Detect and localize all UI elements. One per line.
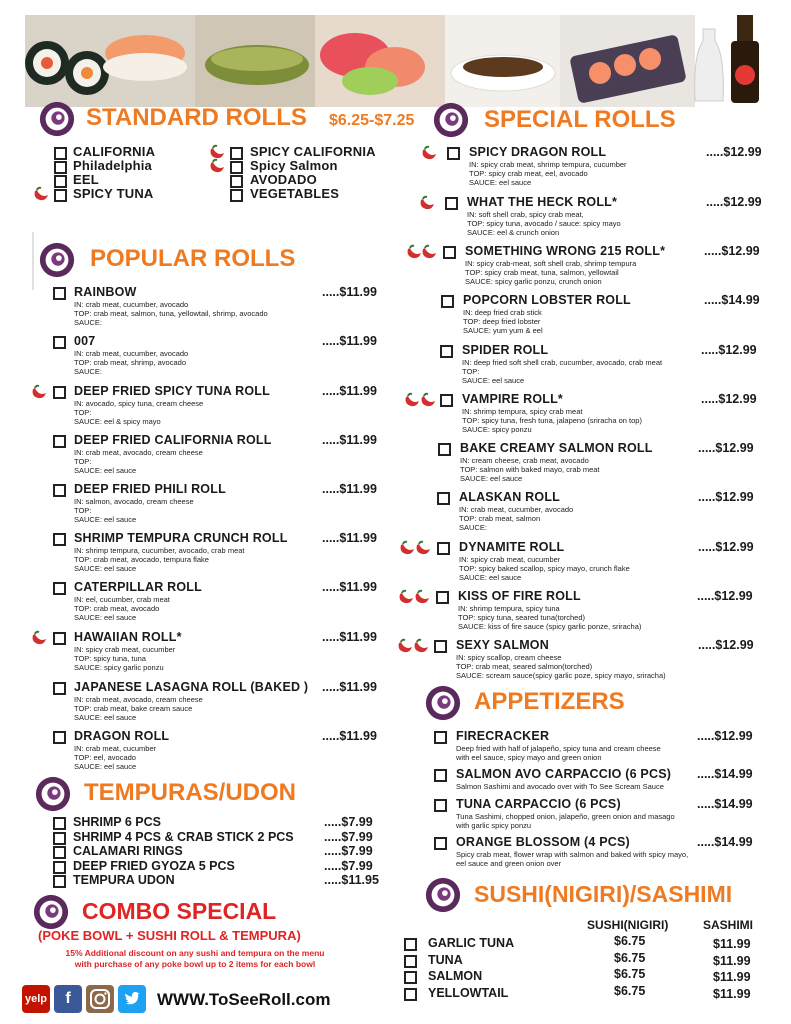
sushi-nigiri-price: $6.75: [614, 967, 646, 981]
item-price: .....$12.99: [706, 145, 762, 159]
checkbox[interactable]: [53, 682, 66, 695]
item-description: Spicy crab meat, flower wrap with salmon and baked with spicy mayo, eel sauce and green onion over: [456, 850, 689, 868]
item-name: WHAT THE HECK ROLL*: [467, 195, 618, 209]
checkbox[interactable]: [53, 861, 66, 874]
sushi-nigiri-price: $6.75: [614, 934, 646, 948]
sushi-nigiri-price: $6.75: [614, 983, 646, 998]
item-description: Salmon Sashimi and avocado over with To See Scream Sauce: [456, 782, 664, 791]
item-name: 007: [74, 334, 96, 348]
checkbox[interactable]: [53, 875, 66, 888]
item-price: .....$11.99: [322, 285, 377, 299]
checkbox[interactable]: [437, 492, 450, 505]
checkbox[interactable]: [445, 197, 458, 210]
tempura-item-name: DEEP FRIED GYOZA 5 PCS: [73, 858, 235, 873]
standard-roll-item: SPICY CALIFORNIA: [250, 144, 376, 159]
appetizers-title: APPETIZERS: [474, 688, 625, 715]
item-description: IN: salmon, avocado, cream cheese TOP: SAUCE: eel sauce: [74, 497, 194, 524]
checkbox[interactable]: [54, 147, 67, 160]
standard-roll-item: AVODADO: [250, 172, 317, 187]
checkbox[interactable]: [437, 542, 450, 555]
item-price: .....$11.99: [322, 630, 377, 644]
item-price: .....$11.99: [322, 334, 377, 348]
item-price: .....$11.99: [322, 482, 377, 496]
item-description: IN: cream cheese, crab meat, avocado TOP: salmon with baked mayo, crab meat SAUCE: eel sauce: [460, 456, 600, 483]
nigiri-column-header: SUSHI(NIGIRI): [587, 918, 669, 932]
item-description: IN: spicy crab meat, cucumber TOP: spicy baked scallop, spicy mayo, crunch flake SAUCE: eel sauce: [459, 555, 630, 582]
checkbox[interactable]: [53, 846, 66, 859]
item-price: .....$12.99: [697, 729, 753, 743]
item-price: .....$14.99: [697, 835, 753, 849]
checkbox[interactable]: [404, 988, 417, 1001]
combo-note-line1: 15% Additional discount on any sushi and tempura on the menu: [65, 948, 325, 958]
chili-pepper-icon: [208, 158, 226, 174]
chili-pepper-icon: [32, 186, 50, 202]
item-price: .....$11.99: [322, 384, 377, 398]
sushi-sashimi-price: $11.99: [713, 986, 751, 1001]
chili-pepper-icon: [412, 638, 430, 654]
tempuras-title: TEMPURAS/UDON: [84, 779, 297, 806]
twitter-icon[interactable]: [118, 985, 146, 1013]
item-price: .....$14.99: [704, 293, 760, 307]
spiral-logo-icon: [424, 684, 462, 722]
chili-pepper-icon: [30, 384, 48, 400]
checkbox[interactable]: [447, 147, 460, 160]
item-description: IN: deep fried soft shell crab, cucumber, avocado, crab meat TOP: SAUCE: eel sauce: [462, 358, 663, 385]
sushi-title: SUSHI(NIGIRI)/SASHIMI: [474, 881, 733, 907]
checkbox[interactable]: [53, 435, 66, 448]
tempura-item-name: CALAMARI RINGS: [73, 844, 183, 858]
checkbox[interactable]: [53, 731, 66, 744]
item-description: IN: crab meat, cucumber, avocado TOP: crab meat, salmon SAUCE:: [459, 505, 574, 532]
chili-pepper-icon: [414, 540, 432, 556]
checkbox[interactable]: [404, 955, 417, 968]
item-price: .....$11.99: [322, 531, 377, 545]
spiral-logo-icon: [38, 241, 76, 279]
instagram-icon[interactable]: [86, 985, 114, 1013]
spiral-logo-icon: [32, 893, 70, 931]
item-description: IN: crab meat, avocado, cream cheese TOP: crab meat, bake cream sauce SAUCE: eel sauce: [74, 695, 203, 722]
item-description: IN: avocado, spicy tuna, cream cheese TOP: SAUCE: eel & spicy mayo: [74, 399, 204, 426]
item-name: FIRECRACKER: [456, 729, 550, 743]
item-name: DEEP FRIED PHILI ROLL: [74, 482, 226, 496]
tempura-item-price: .....$7.99: [324, 829, 373, 844]
item-name: DEEP FRIED SPICY TUNA ROLL: [74, 384, 270, 398]
item-price: .....$12.99: [701, 343, 757, 357]
item-name: TUNA CARPACCIO (6 PCS): [456, 797, 621, 811]
spiral-logo-icon: [34, 775, 72, 813]
item-name: SHRIMP TEMPURA CRUNCH ROLL: [74, 531, 288, 545]
yelp-icon[interactable]: yelp: [22, 985, 50, 1013]
checkbox[interactable]: [436, 591, 449, 604]
tempura-item-name: SHRIMP 6 PCS: [73, 815, 161, 829]
popular-rolls-title: POPULAR ROLLS: [90, 245, 296, 272]
tempura-item-name: TEMPURA UDON: [73, 873, 175, 887]
item-name: ALASKAN ROLL: [459, 490, 561, 504]
sushi-sashimi-price: $11.99: [713, 970, 751, 984]
checkbox[interactable]: [54, 161, 67, 174]
standard-roll-item: Philadelphia: [73, 158, 152, 173]
special-rolls-title: SPECIAL ROLLS: [484, 106, 676, 133]
checkbox[interactable]: [53, 533, 66, 546]
item-description: IN: eel, cucumber, crab meat TOP: crab meat, avocado SAUCE: eel sauce: [74, 595, 170, 622]
checkbox[interactable]: [434, 769, 447, 782]
chili-pepper-icon: [419, 392, 437, 408]
item-description: IN: crab meat, cucumber, avocado TOP: crab meat, shrimp, avocado SAUCE:: [74, 349, 189, 376]
item-name: SPIDER ROLL: [462, 343, 549, 357]
item-price: .....$12.99: [701, 392, 757, 406]
tempura-item-price: .....$7.99: [324, 858, 373, 873]
item-price: .....$12.99: [704, 244, 760, 258]
checkbox[interactable]: [53, 832, 66, 845]
spiral-logo-icon: [432, 101, 470, 139]
sushi-sashimi-price: $11.99: [713, 953, 751, 968]
item-description: IN: deep fried crab stick TOP: deep fried lobster SAUCE: yum yum & eel: [463, 308, 543, 335]
standard-rolls-price: $6.25-$7.25: [329, 112, 415, 129]
item-description: IN: spicy crab meat, cucumber TOP: spicy tuna, tuna SAUCE: spicy garlic ponzu: [74, 645, 176, 672]
sashimi-column-header: SASHIMI: [703, 918, 754, 932]
chili-pepper-icon: [420, 145, 438, 161]
sushi-item-name: SALMON: [428, 969, 483, 983]
item-price: .....$11.99: [322, 433, 377, 447]
checkbox[interactable]: [434, 799, 447, 812]
standard-rolls-title: STANDARD ROLLS: [86, 104, 307, 131]
item-name: SOMETHING WRONG 215 ROLL*: [465, 244, 666, 258]
combo-special-title: COMBO SPECIAL: [82, 898, 277, 924]
item-description: Deep fried with half of jalapeño, spicy tuna and cream cheese with eel sauce, spicy mayo and green onion: [456, 744, 661, 762]
item-name: SPICY DRAGON ROLL: [469, 145, 607, 159]
food-banner-image: [25, 15, 770, 107]
item-description: IN: shrimp tempura, spicy crab meat TOP: spicy tuna, fresh tuna, jalapeno (sriracha on top) SAUCE: spicy ponzu: [462, 407, 642, 434]
checkbox[interactable]: [434, 837, 447, 850]
item-price: .....$12.99: [698, 490, 754, 504]
item-name: DRAGON ROLL: [74, 729, 170, 743]
item-price: .....$12.99: [698, 441, 754, 455]
item-description: IN: soft shell crab, spicy crab meat, TOP: spicy tuna, avocado / sauce: spicy mayo SAUCE: eel & crunch onion: [467, 210, 621, 237]
item-price: .....$14.99: [697, 797, 753, 811]
checkbox[interactable]: [230, 189, 243, 202]
checkbox[interactable]: [404, 938, 417, 951]
item-price: .....$11.99: [322, 680, 377, 694]
item-name: SALMON AVO CARPACCIO (6 PCS): [456, 767, 672, 781]
item-name: SEXY SALMON: [456, 638, 549, 652]
item-description: IN: spicy crab-meat, soft shell crab, shrimp tempura TOP: spicy crab meat, tuna, salmon, yellowtail SAUCE: spicy garlic ponzu, crunch onion: [465, 259, 637, 286]
spiral-logo-icon: [424, 876, 462, 914]
checkbox[interactable]: [230, 175, 243, 188]
tempura-item-price: .....$11.95: [324, 873, 379, 887]
checkbox[interactable]: [434, 731, 447, 744]
item-name: DEEP FRIED CALIFORNIA ROLL: [74, 433, 272, 447]
item-description: IN: crab meat, cucumber, avocado TOP: crab meat, salmon, tuna, yellowtail, shrimp, avocado SAUCE:: [74, 300, 268, 327]
chili-pepper-icon: [30, 630, 48, 646]
item-name: KISS OF FIRE ROLL: [458, 589, 581, 603]
item-description: Tuna Sashimi, chopped onion, jalapeño, green onion and masago with garlic spicy ponzu: [456, 812, 675, 830]
item-description: IN: spicy crab meat, shrimp tempura, cucumber TOP: spicy crab meat, eel, avocado SAUCE: eel sauce: [469, 160, 627, 187]
item-description: IN: shrimp tempura, cucumber, avocado, crab meat TOP: crab meat, avocado, tempura flake SAUCE: eel sauce: [74, 546, 245, 573]
spiral-logo-icon: [38, 100, 76, 138]
checkbox[interactable]: [54, 189, 67, 202]
tempura-item-price: .....$7.99: [324, 815, 373, 829]
checkbox[interactable]: [53, 632, 66, 645]
item-price: .....$12.99: [698, 540, 754, 554]
combo-note-line2: with purchase of any poke bowl up to 2 items for each bowl: [74, 959, 316, 969]
standard-roll-item: EEL: [73, 172, 99, 187]
checkbox[interactable]: [440, 345, 453, 358]
checkbox[interactable]: [53, 484, 66, 497]
chili-pepper-icon: [420, 244, 438, 260]
item-name: DYNAMITE ROLL: [459, 540, 565, 554]
item-price: .....$12.99: [697, 589, 753, 603]
checkbox[interactable]: [230, 161, 243, 174]
item-description: IN: crab meat, avocado, cream cheese TOP: SAUCE: eel sauce: [74, 448, 203, 475]
item-name: ORANGE BLOSSOM (4 PCS): [456, 835, 630, 849]
standard-roll-item: CALIFORNIA: [73, 144, 156, 159]
checkbox[interactable]: [404, 971, 417, 984]
facebook-icon[interactable]: f: [54, 985, 82, 1013]
checkbox[interactable]: [53, 287, 66, 300]
item-name: POPCORN LOBSTER ROLL: [463, 293, 631, 307]
checkbox[interactable]: [53, 336, 66, 349]
item-price: .....$12.99: [706, 195, 762, 209]
item-name: CATERPILLAR ROLL: [74, 580, 202, 594]
checkbox[interactable]: [443, 246, 456, 259]
checkbox[interactable]: [441, 295, 454, 308]
checkbox[interactable]: [54, 175, 67, 188]
item-name: RAINBOW: [74, 285, 137, 299]
checkbox[interactable]: [438, 443, 451, 456]
sushi-sashimi-price: $11.99: [713, 937, 751, 951]
item-price: .....$11.99: [322, 729, 377, 743]
chili-pepper-icon: [418, 195, 436, 211]
item-price: .....$14.99: [697, 767, 753, 781]
item-price: .....$11.99: [322, 580, 377, 594]
sushi-item-name: YELLOWTAIL: [428, 985, 509, 1000]
standard-roll-item: Spicy Salmon: [250, 158, 338, 173]
sushi-nigiri-price: $6.75: [614, 950, 646, 965]
item-name: BAKE CREAMY SALMON ROLL: [460, 441, 653, 455]
website-link[interactable]: WWW.ToSeeRoll.com: [157, 990, 331, 1009]
checkbox[interactable]: [440, 394, 453, 407]
item-name: VAMPIRE ROLL*: [462, 392, 563, 406]
item-description: IN: spicy scallop, cream cheese TOP: crab meat, seared salmon(torched) SAUCE: scream sauce(spicy garlic poze, spicy mayo, sriracha): [456, 653, 666, 680]
checkbox[interactable]: [53, 817, 66, 830]
section-divider: [32, 232, 34, 290]
checkbox[interactable]: [53, 386, 66, 399]
checkbox[interactable]: [53, 582, 66, 595]
chili-pepper-icon: [413, 589, 431, 605]
item-name: JAPANESE LASAGNA ROLL (BAKED ): [74, 680, 309, 694]
tempura-item-price: .....$7.99: [324, 844, 373, 858]
checkbox[interactable]: [230, 147, 243, 160]
item-name: HAWAIIAN ROLL*: [74, 630, 182, 644]
combo-special-subtitle: (POKE BOWL + SUSHI ROLL & TEMPURA): [38, 928, 301, 943]
sushi-item-name: TUNA: [428, 952, 463, 967]
sushi-item-name: GARLIC TUNA: [428, 936, 515, 950]
standard-roll-item: SPICY TUNA: [73, 186, 154, 201]
tempura-item-name: SHRIMP 4 PCS & CRAB STICK 2 PCS: [73, 829, 294, 844]
item-description: IN: shrimp tempura, spicy tuna TOP: spicy tuna, seared tuna(torched) SAUCE: kiss of fire sauce (spicy garlic ponze, sriracha): [458, 604, 642, 631]
item-description: IN: crab meat, cucumber TOP: eel, avocado SAUCE: eel sauce: [74, 744, 157, 771]
item-price: .....$12.99: [698, 638, 754, 652]
standard-roll-item: VEGETABLES: [250, 186, 340, 201]
checkbox[interactable]: [434, 640, 447, 653]
